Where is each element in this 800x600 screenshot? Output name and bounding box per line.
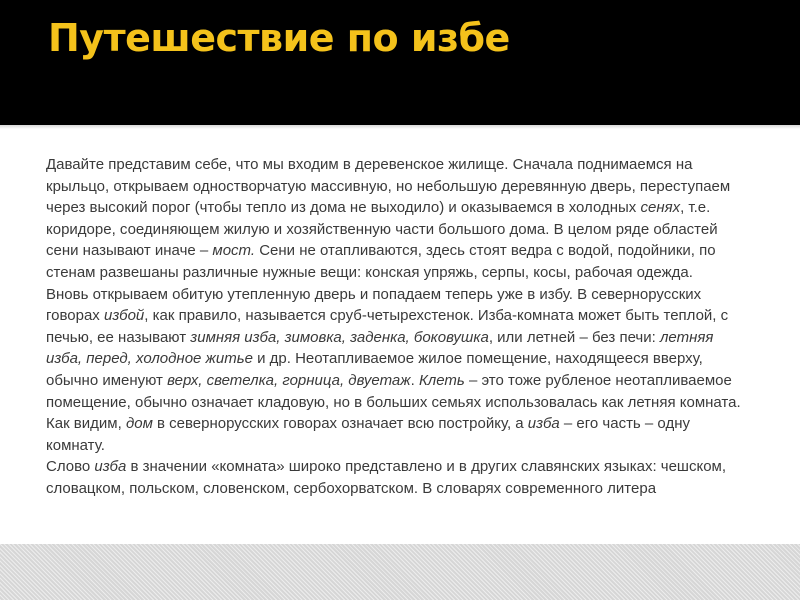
text-run: Слово	[46, 458, 95, 476]
slide-body	[46, 154, 752, 558]
text-run: , или летней – без печи:	[488, 328, 660, 346]
paragraph	[46, 154, 752, 284]
text-run: в значении «комната» широко представлено и в других славянских языках: чешском, словацком, польском, словенском, сербохорватском. В словарях современного литера	[46, 458, 727, 497]
text-run: , как правило, называется сруб-четырехстенок. Изба-комната может быть теплой, с печью, ее называют	[46, 307, 729, 346]
header-divider	[0, 125, 800, 129]
italic-term: сенях	[640, 199, 681, 217]
italic-term: летняя изба, перед, холодное житье	[46, 328, 714, 368]
italic-term: Клеть	[418, 371, 465, 389]
text-run: , т.е. коридоре, соединяющем жилую и хозяйственную части большого дома. В целом ряде областей сени называют иначе –	[46, 199, 718, 260]
text-run: в севернорусских говорах означает всю постройку, а	[152, 415, 528, 433]
slide-header	[0, 0, 800, 125]
italic-term: зимняя изба, зимовка, заденка, боковушка	[190, 328, 489, 346]
text-run: Сени не отапливаются, здесь стоят ведра с водой, подойники, по стенам развешаны различные нужные вещи: конская упряжь, серпы, косы, рабочая одежда.	[46, 242, 716, 281]
paragraph	[46, 456, 752, 499]
paragraph	[46, 284, 752, 457]
italic-term: изба	[94, 458, 127, 476]
italic-term: изба	[527, 415, 560, 433]
text-run: .	[410, 371, 419, 389]
italic-term: дом	[125, 415, 153, 433]
italic-term: верх, светелка, горница, двуетаж	[167, 371, 411, 389]
text-run: – его часть – одну комнату.	[46, 415, 690, 454]
italic-term: мост.	[212, 242, 256, 260]
text-run: Вновь открываем обитую утепленную дверь и попадаем теперь уже в избу. В севернорусских говорах	[46, 285, 702, 325]
text-run: – это тоже рубленое неотапливаемое помещение, обычно означает кладовую, но в больших семьях использовалась как летняя комната. Как видим,	[46, 371, 741, 433]
slide-title: Путешествие по избе	[48, 16, 510, 60]
bottom-overlay-band	[0, 544, 800, 600]
italic-term: избой	[103, 307, 145, 325]
text-run: Давайте представим себе, что мы входим в деревенское жилище. Сначала поднимаемся на крыльцо, открываем одностворчатую массивную, но небольшую деревянную дверь, переступаем через высокий порог (чтобы тепло из дома не выходило) и оказываемся в холодных	[46, 156, 731, 217]
text-run: и др. Неотапливаемое жилое помещение, находящееся вверху, обычно именуют	[46, 350, 703, 389]
